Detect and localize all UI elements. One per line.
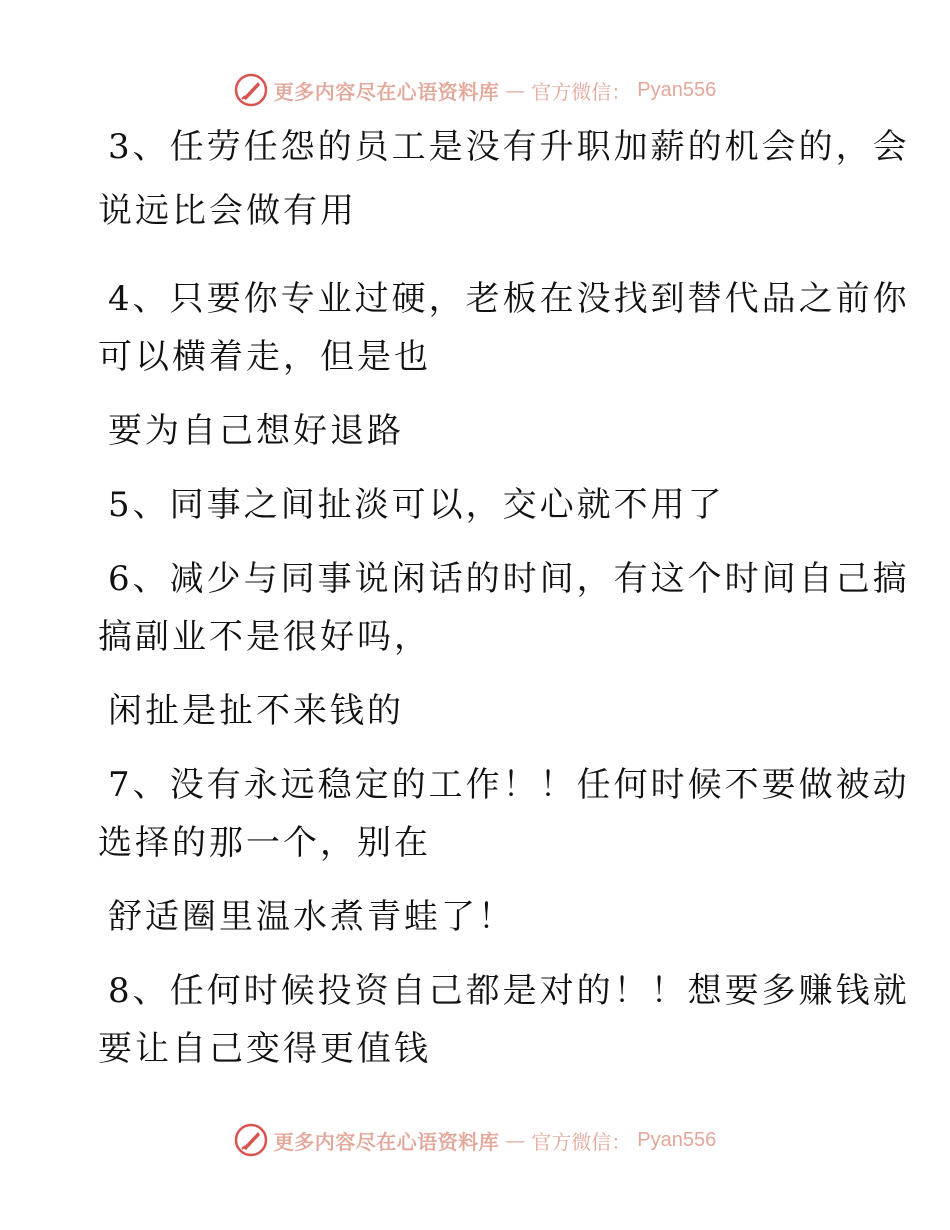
watermark-dash: —: [505, 78, 526, 102]
watermark-text: 更多内容尽在心语资料库: [273, 1129, 500, 1154]
watermark-text: 更多内容尽在心语资料库: [273, 79, 500, 104]
watermark-wechat-id: Pyan556: [637, 78, 717, 101]
watermark-wechat-label: 官方微信：: [531, 79, 632, 104]
footer-watermark: [0, 1120, 950, 1160]
text-line: 可以横着走，但是也: [98, 337, 431, 377]
header-watermark: [0, 70, 950, 110]
text-line: 选择的那一个，别在: [98, 823, 431, 863]
text-line: 要让自己变得更值钱: [98, 1029, 431, 1069]
text-line: 8、任何时候投资自己都是对的！！想要多赚钱就: [108, 971, 910, 1011]
text-line: 说远比会做有用: [98, 191, 357, 231]
watermark-wechat-label: 官方微信：: [531, 1129, 632, 1154]
document-body: [98, 125, 910, 1071]
text-line: 4、只要你专业过硬，老板在没找到替代品之前你: [108, 279, 910, 319]
text-line: 5、同事之间扯淡可以，交心就不用了: [108, 485, 725, 525]
quill-logo-icon: [234, 1123, 268, 1157]
watermark-dash: —: [505, 1128, 526, 1152]
text-line: 舒适圈里温水煮青蛙了！: [108, 897, 515, 937]
text-line: 7、没有永远稳定的工作！！任何时候不要做被动: [108, 765, 910, 805]
watermark-wechat-id: Pyan556: [637, 1128, 717, 1151]
text-line: 3、任劳任怨的员工是没有升职加薪的机会的，会: [108, 127, 910, 167]
text-line: 搞副业不是很好吗，: [98, 617, 431, 657]
text-line: 6、减少与同事说闲话的时间，有这个时间自己搞: [108, 559, 910, 599]
text-line: 要为自己想好退路: [108, 411, 404, 451]
quill-logo-icon: [234, 73, 268, 107]
text-line: 闲扯是扯不来钱的: [108, 691, 404, 731]
